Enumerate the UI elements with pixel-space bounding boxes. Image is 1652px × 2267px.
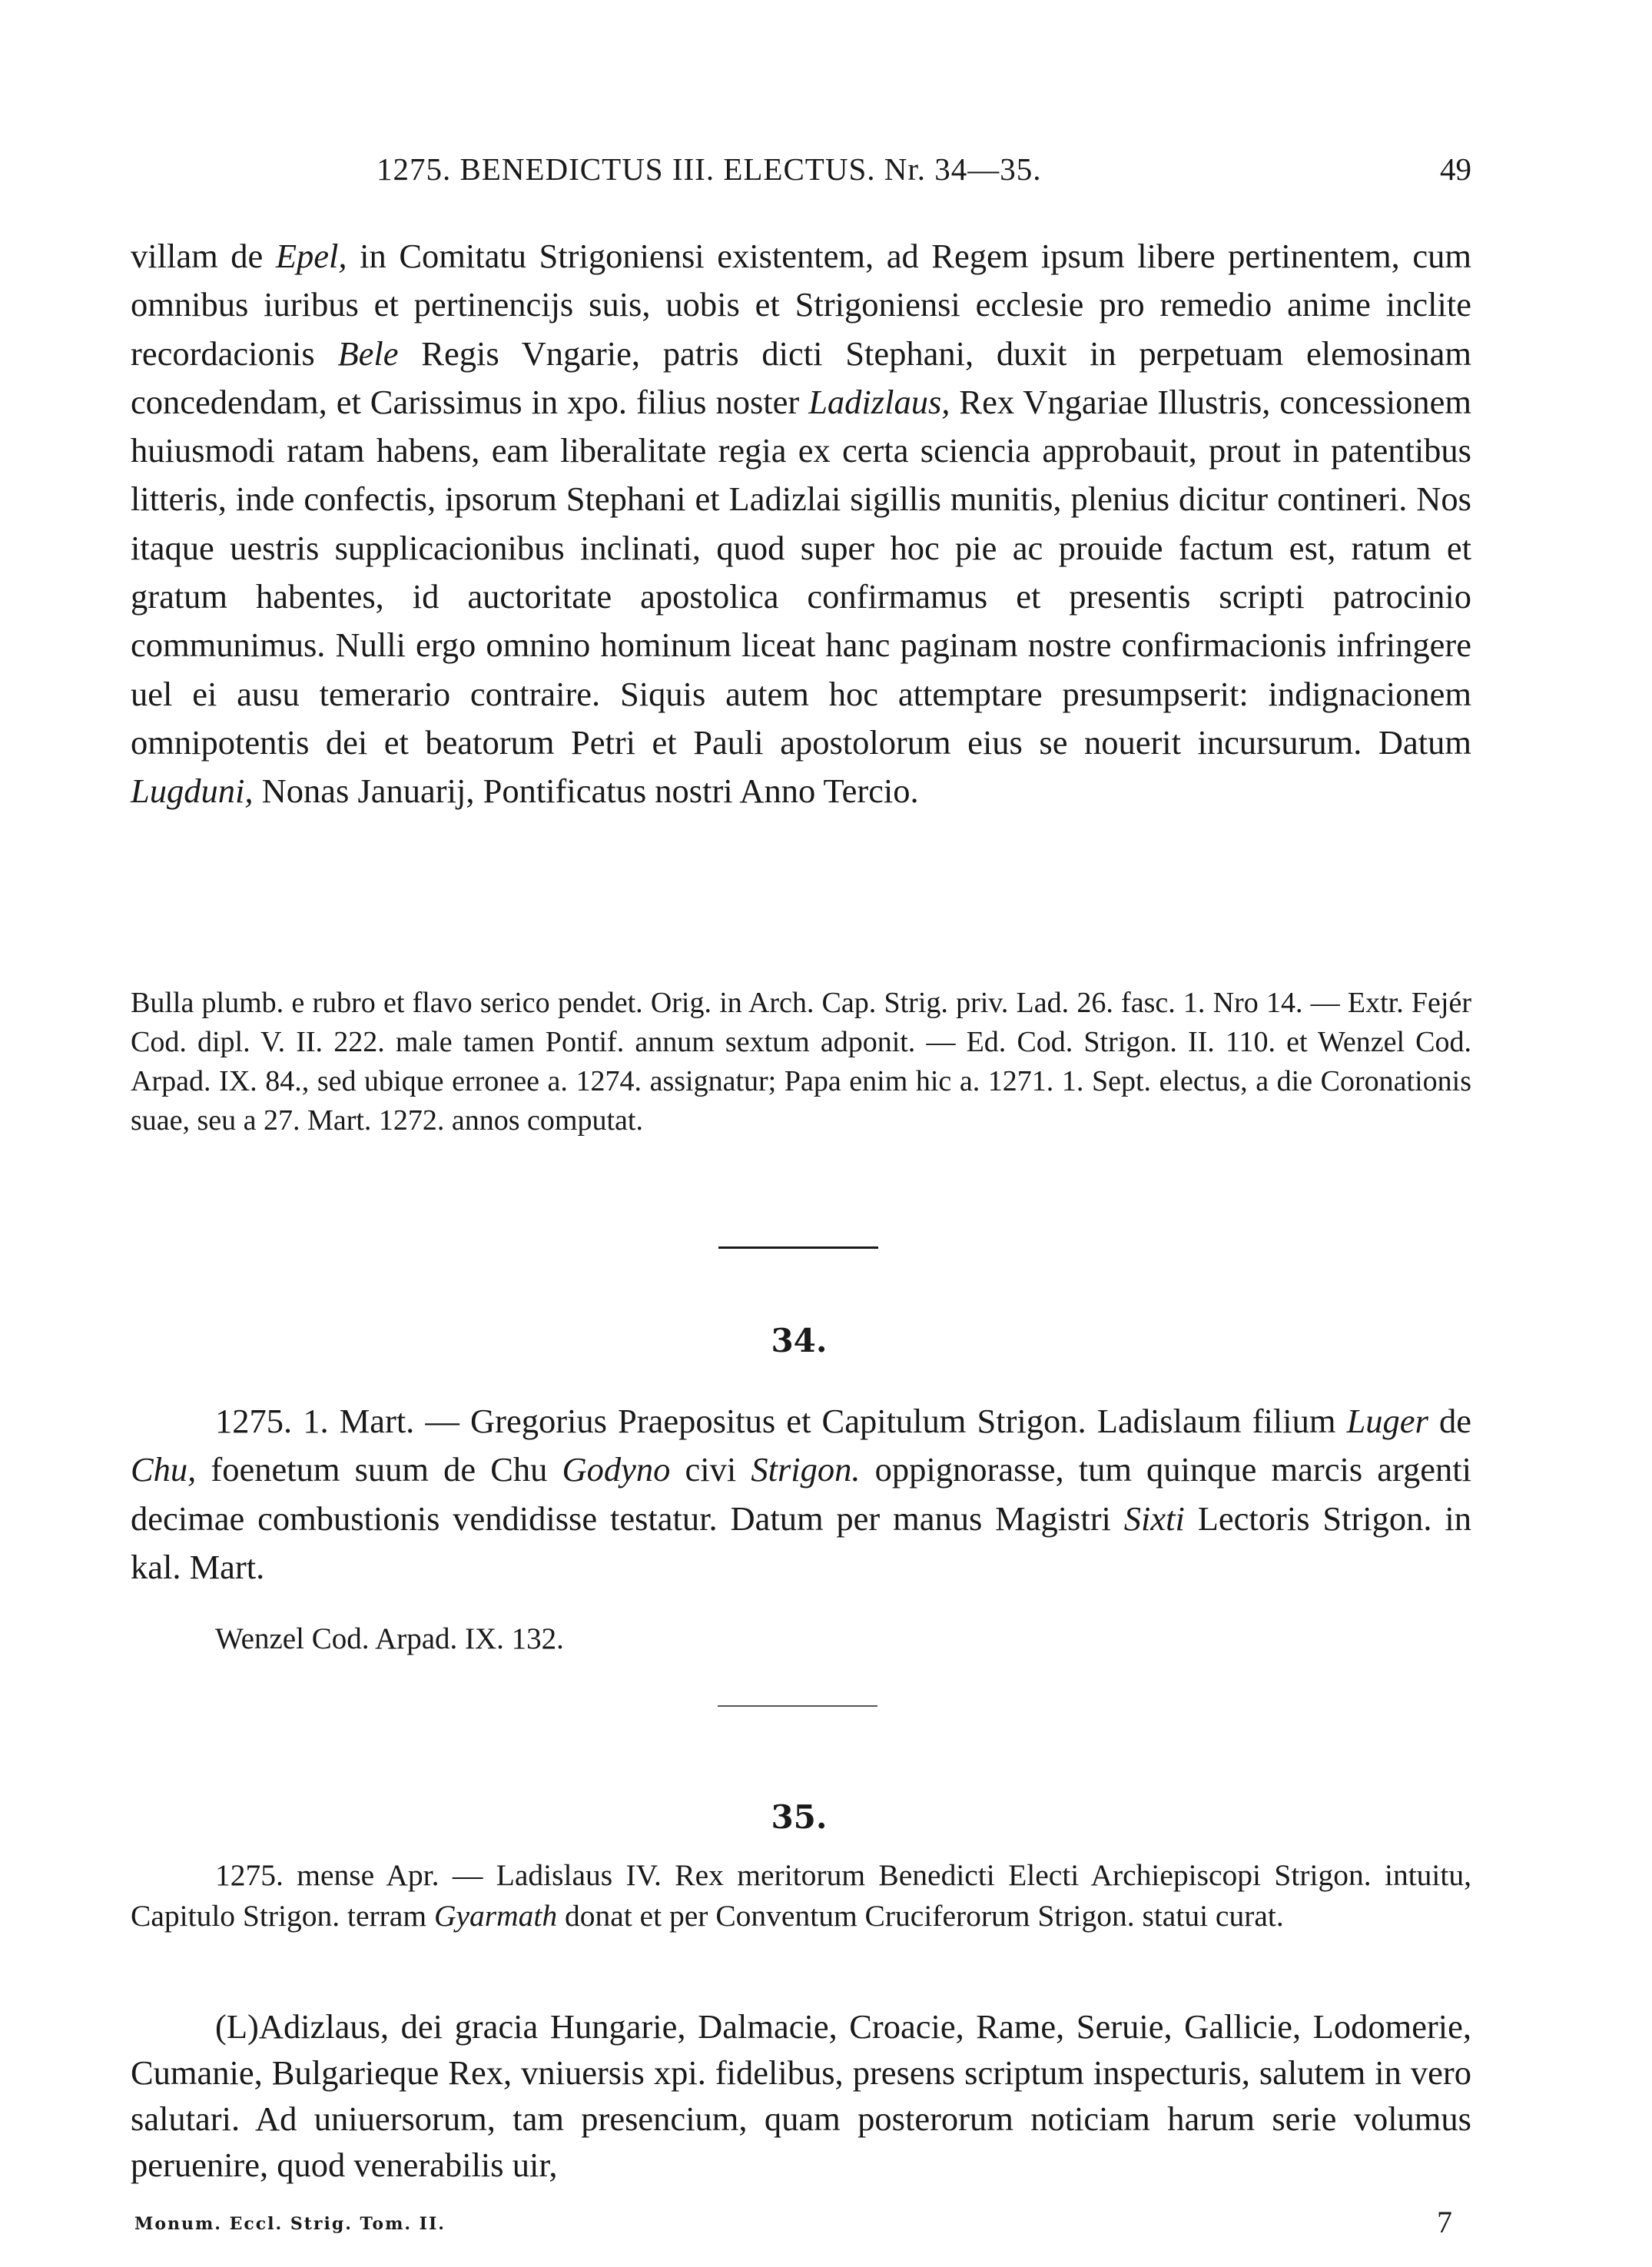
- place-name: Epel,: [275, 237, 347, 275]
- place-name: Gyarmath: [433, 1898, 558, 1933]
- section-divider: [718, 1705, 877, 1707]
- regest-paragraph: [131, 1397, 1471, 1592]
- regest-paragraph: [131, 1855, 1471, 1936]
- person-name: Bele: [337, 334, 399, 373]
- source-reference: Wenzel Cod. Arpad. IX. 132.: [215, 1622, 564, 1655]
- body-paragraph: [131, 232, 1471, 816]
- person-name: Sixti: [1123, 1499, 1185, 1538]
- page-number: 49: [1440, 151, 1471, 187]
- body-text: Regis Vngarie, patris dicti Stephani, duxit in perpetuam elemosinam concedendam, et Carissimus in xpo. filius noster: [131, 334, 1472, 421]
- charter-text: (L)Adizlaus, dei gracia Hungarie, Dalmacie, Croacie, Rame, Seruie, Gallicie, Lodomerie, Cumanie, Bulgarieque Rex, vniuersis xpi. fidelibus, presens scriptum inspecturis, salutem in vero salutari. Ad uniuersorum, tam presencium, quam posterorum noticiam harum serie volumus peruenire, quod venerabilis uir,: [131, 2007, 1471, 2184]
- person-name: Godyno: [562, 1450, 671, 1489]
- regest-text: Lectoris Strigon. in kal. Mart.: [131, 1499, 1471, 1586]
- regest-text: 1275. 1. Mart. — Gregorius Praepositus et Capitulum Strigon. Ladislaum filium: [215, 1402, 1347, 1440]
- person-name: Ladizlaus,: [808, 382, 950, 421]
- person-name: Luger: [1346, 1402, 1428, 1440]
- document-number: 34.: [771, 1322, 828, 1359]
- regest-text: de: [1428, 1402, 1471, 1440]
- regest-text: foenetum suum de Chu: [196, 1450, 562, 1489]
- body-text: Nonas Januarij, Pontificatus nostri Anno Tercio.: [253, 772, 919, 811]
- signature-mark: 7: [1437, 2205, 1452, 2239]
- place-name: Lugduni,: [131, 772, 254, 811]
- regest-text: oppignorasse, tum quinque marcis argenti decimae combustionis vendidisse testatur. Datum per manus Magistri: [131, 1450, 1471, 1538]
- regest-text: donat et per Conventum Cruciferorum Strigon. statui curat.: [557, 1898, 1284, 1933]
- running-head: 1275. BENEDICTUS III. ELECTUS. Nr. 34—35.: [377, 151, 1042, 187]
- section-divider: [718, 1246, 878, 1249]
- regest-text: 1275. mense Apr. — Ladislaus IV. Rex meritorum Benedicti Electi Archiepiscopi Strigon. intuitu, Capitulo Strigon. terram: [131, 1858, 1471, 1933]
- body-text: in Comitatu Strigoniensi existentem, ad Regem ipsum libere pertinentem, cum omnibus iuribus et pertinencijs suis, uobis et Strigoniensi ecclesie pro remedio anime inclite recordacionis: [131, 237, 1471, 373]
- place-name: Strigon.: [751, 1450, 861, 1489]
- source-note: Bulla plumb. e rubro et flavo serico pendet. Orig. in Arch. Cap. Strig. priv. Lad. 26. fasc. 1. Nro 14. — Extr. Fejér Cod. dipl. V. II. 222. male tamen Pontif. annum sextum adponit. — Ed. Cod. Strigon. II. 110. et Wenzel Cod. Arpad. IX. 84., sed ubique erronee a. 1274. assignatur; Papa enim hic a. 1271. 1. Sept. electus, a die Coronationis suae, seu a 27. Mart. 1272. annos computat.: [131, 987, 1471, 1137]
- body-text: villam de: [131, 237, 276, 275]
- regest-text: civi: [670, 1450, 751, 1489]
- body-text: Rex Vngariae Illustris, concessionem huiusmodi ratam habens, eam liberalitate regia ex certa sciencia approbauit, prout in patentibus litteris, inde confectis, ipsorum Stephani et Ladizlai sigillis munitis, plenius dicitur contineri. Nos itaque uestris supplicacionibus inclinati, quod super hoc pie ac prouide factum est, ratum et gratum habentes, id auctoritate apostolica confirmamus et presentis scripti patrocinio communimus. Nulli ergo omnino hominum liceat hanc paginam nostre confirmacionis infringere uel ei ausu temerario contraire. Siquis autem hoc attemptare presumpserit: indignacionem omnipotentis dei et beatorum Petri et Pauli apostolorum eius se nouerit incursurum. Datum: [131, 382, 1471, 762]
- document-number: 35.: [771, 1798, 828, 1836]
- footer-signature: Monum. Eccl. Strig. Tom. II.: [134, 2214, 446, 2234]
- place-name: Chu,: [131, 1450, 197, 1489]
